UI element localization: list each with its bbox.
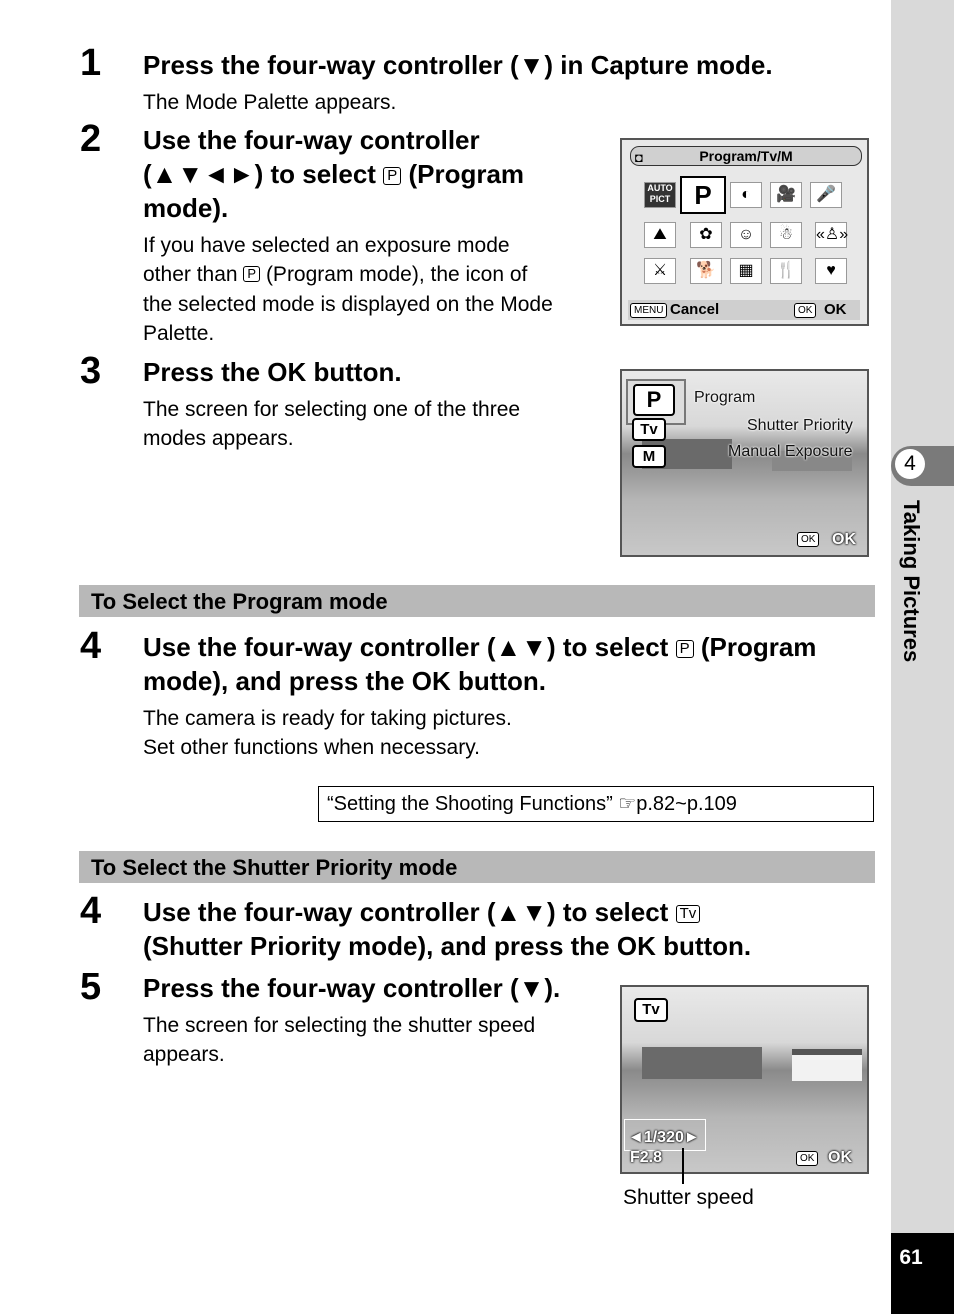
snow-icon: ☃ (770, 222, 802, 248)
palette-bottom-bar: MENU Cancel OK OK (628, 300, 860, 320)
step-heading: mode), and press the OK button. (143, 666, 547, 696)
shutter-speed-screen (620, 985, 869, 1174)
step-body: appears. (143, 1043, 225, 1066)
step-body: If you have selected an exposure mode (143, 234, 510, 257)
step-body: other than P (Program mode), the icon of (143, 263, 528, 286)
tv-mode-icon: Tv (634, 998, 668, 1022)
mode-palette-screen (620, 138, 869, 326)
section-title: To Select the Program mode (91, 589, 388, 614)
camera-icon: ◘ (635, 150, 643, 165)
food-icon: 🍴 (770, 258, 802, 284)
section-band (79, 585, 875, 617)
shutter-speed-value: ◄1/320► (628, 1129, 700, 1146)
step-body: The screen for selecting the shutter speed (143, 1014, 536, 1037)
chapter-title: Taking Pictures (899, 500, 924, 663)
step-heading: Use the four-way controller (▲▼) to select Tv (143, 895, 700, 929)
voice-recording-icon: 🎤 (810, 182, 842, 208)
reference-box (318, 786, 874, 822)
ok-key-icon: OK (796, 1151, 818, 1166)
step-body: The Mode Palette appears. (143, 91, 397, 114)
chapter-number: 4 (895, 449, 925, 479)
step-body: modes appears. (143, 427, 294, 450)
flower-icon: ✿ (690, 222, 722, 248)
callout-line (682, 1148, 684, 1184)
program-mode-icon: P (243, 266, 260, 282)
step-body: Set other functions when necessary. (143, 736, 480, 759)
reference-text: “Setting the Shooting Functions” ☞p.82~p.109 (327, 793, 737, 815)
step-number: 1 (80, 42, 102, 84)
step-heading: Use the four-way controller (▲▼) to select P (Program (143, 632, 817, 662)
program-mode-icon: P (633, 384, 675, 416)
night-scene-icon: ◐ (730, 182, 762, 208)
text-icon: ▦ (730, 258, 762, 284)
building-image (642, 1047, 762, 1079)
ok-label: OK (828, 1149, 852, 1166)
step-number: 5 (80, 966, 102, 1008)
manual-exposure-label: Manual Exposure (728, 443, 853, 460)
portrait-icon: ☺ (730, 222, 762, 248)
section-title: To Select the Shutter Priority mode (91, 855, 458, 880)
auto-picture-icon: AUTO PICT (644, 182, 676, 208)
step-heading: (Shutter Priority mode), and press the OK button. (143, 931, 752, 961)
step-heading: mode). (143, 193, 229, 223)
natural-skin-icon: «♙» (815, 222, 847, 248)
section-band (79, 851, 875, 883)
ok-key-icon: OK (794, 303, 816, 318)
frame-composite-icon: ♥ (815, 258, 847, 284)
step-body: the selected mode is displayed on the Mode (143, 293, 553, 316)
step-heading: Press the OK button. (143, 357, 402, 387)
step-heading: Press the four-way controller (▼). (143, 973, 561, 1003)
step-body: The screen for selecting one of the three (143, 398, 521, 421)
tv-mode-icon: Tv (676, 905, 701, 923)
program-mode-icon: P (383, 167, 401, 185)
movie-icon: 🎥 (770, 182, 802, 208)
building-image (792, 1049, 862, 1081)
page-number: 61 (899, 1246, 923, 1269)
sport-icon: ⚔ (644, 258, 676, 284)
landscape-icon: ⛰ (644, 222, 676, 248)
palette-title-bar: ◘ Program/Tv/M (630, 146, 862, 166)
step-number: 3 (80, 350, 102, 392)
manual-mode-icon: M (632, 445, 666, 468)
step-body: Palette. (143, 322, 215, 345)
step-number: 4 (80, 625, 102, 667)
step-heading: (▲▼◄►) to select P (Program (143, 159, 525, 189)
step-number: 2 (80, 118, 102, 160)
step-heading: Press the four-way controller (▼) in Capture mode. (143, 50, 773, 80)
ok-key-icon: OK (797, 532, 819, 547)
step-heading: Use the four-way controller (143, 125, 480, 155)
step-number: 4 (80, 890, 102, 932)
program-mode-icon: P (680, 176, 726, 214)
program-mode-icon: P (676, 640, 694, 658)
step-body: The camera is ready for taking pictures. (143, 707, 512, 730)
tv-mode-icon: Tv (632, 418, 666, 441)
pet-icon: 🐕 (690, 258, 722, 284)
mode-select-screen (620, 369, 869, 557)
menu-key-icon: MENU (630, 303, 667, 318)
aperture-value: F2.8 (630, 1149, 663, 1166)
ok-label: OK (832, 531, 856, 548)
program-label: Program (694, 389, 756, 406)
shutter-priority-label: Shutter Priority (747, 417, 853, 434)
shutter-speed-callout: Shutter speed (623, 1186, 754, 1209)
